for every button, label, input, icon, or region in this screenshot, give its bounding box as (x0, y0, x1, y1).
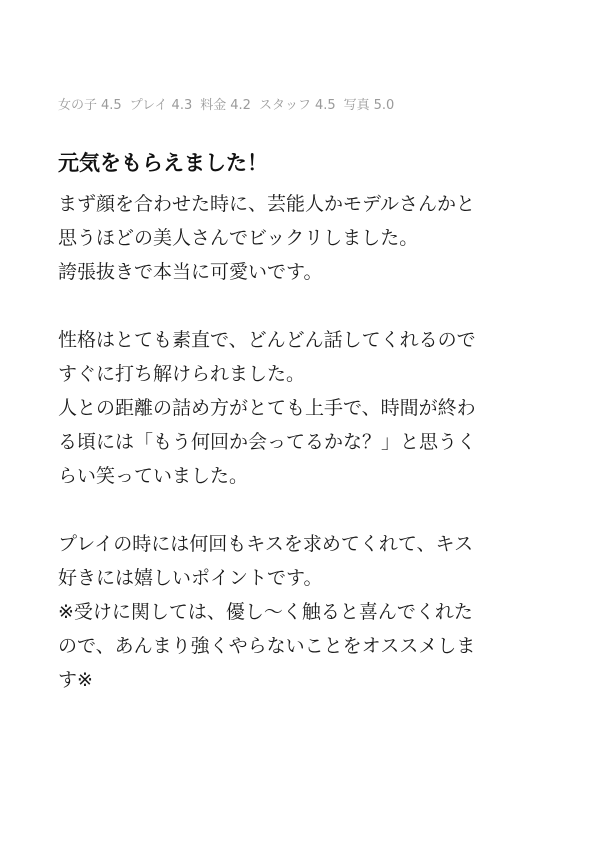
rating-play (130, 96, 193, 116)
rating-photo (344, 96, 395, 116)
rating-label: 女の子 (58, 98, 98, 113)
review-line: すぐに打ち解けられました。 (58, 363, 306, 385)
review-line: らい笑っていました。 (58, 465, 249, 487)
rating-value: 5.0 (373, 98, 395, 113)
review-line: 思うほどの美人さんでビックリしました。 (58, 227, 419, 249)
rating-label: スタッフ (258, 98, 311, 113)
review-title: 元気をもらえました！ (58, 151, 268, 175)
rating-summary (58, 96, 548, 116)
rating-value: 4.3 (171, 98, 193, 113)
review-line: 人との距離の詰め方がとても上手で、時間が終わ (58, 397, 476, 419)
rating-girl (58, 96, 122, 116)
rating-label: 料金 (200, 98, 227, 113)
review-line: ※受けに関しては、優し〜く触ると喜んでくれた (58, 601, 473, 623)
review-line: プレイの時には何回もキスを求めてくれて、キス (58, 533, 474, 555)
review-line: ので、あんまり強くやらないことをオススメしま (58, 635, 476, 657)
review-line: 誇張抜きで本当に可愛いです。 (58, 261, 323, 283)
rating-price (200, 96, 251, 116)
rating-value: 4.2 (230, 98, 251, 113)
rating-label: 写真 (343, 98, 370, 113)
review-line: まず顔を合わせた時に、芸能人かモデルさんかと (58, 193, 476, 215)
rating-label: プレイ (129, 98, 168, 113)
review-line: る頃には「もう何回か会ってるかな？」と思うく (58, 431, 477, 453)
review-line: す※ (58, 669, 93, 691)
paragraph-gap (58, 289, 548, 323)
paragraph-gap (58, 493, 548, 527)
review-card (58, 96, 548, 697)
rating-value: 4.5 (314, 98, 336, 113)
rating-staff (259, 96, 336, 116)
review-body (58, 187, 548, 697)
rating-value: 4.5 (101, 98, 122, 113)
review-line: 好きには嬉しいポイントです。 (58, 567, 323, 589)
review-line: 性格はとても素直で、どんどん話してくれるので (58, 329, 476, 351)
